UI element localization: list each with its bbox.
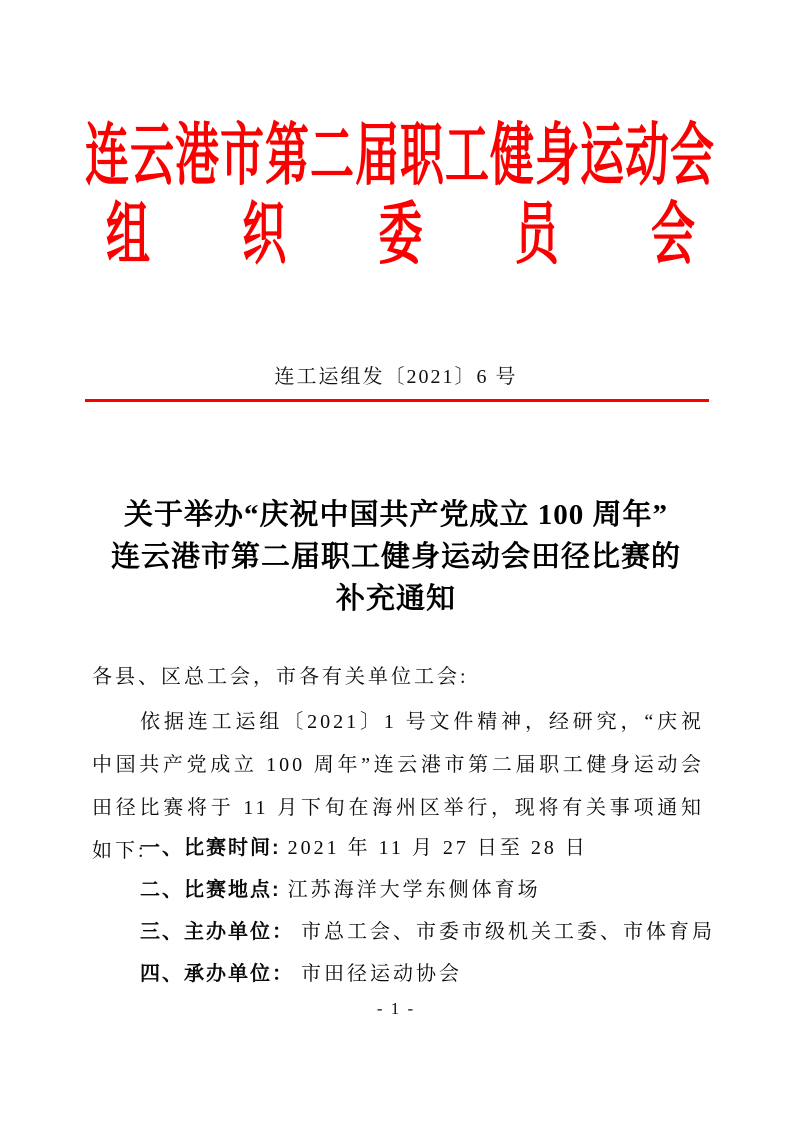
letterhead-char: 员 — [514, 197, 559, 274]
document-title-line3: 补充通知 — [335, 583, 456, 615]
item-label: 四、承办单位： — [140, 963, 294, 985]
item-value: 江苏海洋大学东侧体育场 — [287, 879, 541, 901]
letterhead-title-line2 — [106, 197, 695, 274]
item-list — [92, 827, 715, 995]
item-label: 三、主办单位： — [140, 921, 294, 943]
red-divider-line — [85, 399, 709, 402]
document-title-line2: 连云港市第二届职工健身运动会田径比赛的 — [110, 541, 681, 573]
letterhead-title-line1: 连云港市第二届职工健身运动会 — [85, 118, 715, 195]
item-value: 市田径运动协会 — [301, 963, 462, 985]
document-title — [85, 494, 707, 620]
item-value: 2021 年 11 月 27 日至 28 日 — [287, 837, 588, 859]
letterhead-char: 委 — [378, 197, 423, 274]
list-item — [92, 869, 704, 911]
page-number: - 1 - — [376, 999, 416, 1018]
letterhead-char: 组 — [106, 197, 150, 274]
list-item — [92, 911, 715, 953]
list-item — [92, 953, 704, 995]
document-number: 连工运组发〔2021〕6 号 — [274, 366, 518, 388]
item-value: 市总工会、市委市级机关工委、市体育局 — [301, 921, 715, 943]
item-label: 二、比赛地点: — [140, 879, 281, 901]
list-item — [92, 827, 704, 869]
document-title-line1: 关于举办“庆祝中国共产党成立 100 周年” — [123, 499, 668, 531]
body-paragraph: 依据连工运组〔2021〕1 号文件精神，经研究，“庆祝中国共产党成立 100 周年”连云港市第二届职工健身运动会田径比赛将于 11 月下旬在海州区举行，现将有关事项通知如下: — [92, 711, 704, 862]
letterhead-char: 会 — [651, 197, 695, 274]
letterhead-char: 织 — [242, 197, 287, 274]
item-label: 一、比赛时间: — [140, 837, 281, 859]
salutation: 各县、区总工会，市各有关单位工会: — [92, 666, 469, 688]
